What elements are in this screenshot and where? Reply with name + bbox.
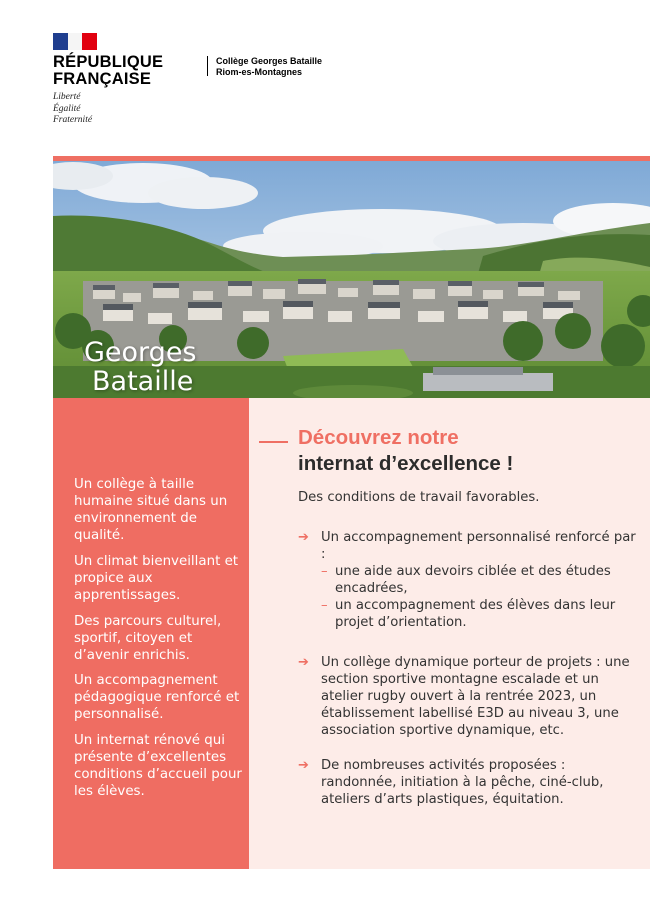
heading-line2: internat d’excellence !: [298, 452, 514, 475]
arrow-right-icon: ➔: [298, 758, 309, 773]
photo-title-line1: Georges: [84, 337, 197, 368]
bullet-text: De nombreuses activités proposées : randonnée, initiation à la pêche, ciné-club, ateliers d’arts plastiques, équitation.: [321, 758, 604, 807]
arrow-right-icon: ➔: [298, 655, 309, 670]
photo-title-line2: Bataille: [92, 366, 194, 397]
left-highlights: [74, 476, 242, 809]
highlight-paragraph: Un collège à taille humaine situé dans un environnement de qualité.: [74, 477, 228, 543]
bullet-item: [298, 529, 643, 631]
sub-list-item: – un accompagnement des élèves dans leur projet d’orientation.: [321, 598, 616, 630]
highlight-paragraph: Un climat bienveillant et propice aux apprentissages.: [74, 553, 239, 603]
photo-title: [84, 338, 197, 396]
intro-text: Des conditions de travail favorables.: [298, 490, 540, 505]
sub-list-item: – une aide aux devoirs ciblée et des études encadrées,: [321, 564, 611, 596]
dash-icon: –: [321, 564, 328, 579]
bullet-text: Un accompagnement personnalisé renforcé par :: [321, 530, 636, 562]
highlight-paragraph: Un internat rénové qui présente d’excellentes conditions d’accueil pour les élèves.: [74, 733, 242, 800]
section-heading: [298, 425, 513, 477]
bullet-item: [298, 654, 643, 739]
arrow-right-icon: ➔: [298, 530, 309, 545]
sub-list: [321, 563, 643, 631]
header-divider: [207, 56, 208, 76]
bullet-item: [298, 757, 643, 808]
dash-icon: –: [321, 598, 328, 613]
heading-accent-rule: [259, 441, 288, 443]
right-panel: [249, 398, 650, 869]
college-name: Collège Georges Bataille Riom-es-Montagnes: [216, 56, 323, 77]
republic-motto: Liberté Égalité Fraternité: [53, 92, 93, 125]
highlight-paragraph: Un accompagnement pédagogique renforcé et personnalisé.: [74, 673, 240, 723]
heading-line1: Découvrez notre: [298, 426, 459, 449]
republique-francaise-title: RÉPUBLIQUE FRANÇAISE: [53, 53, 164, 88]
highlight-paragraph: Des parcours culturel, sportif, citoyen et d’avenir enrichis.: [74, 613, 222, 663]
bullet-text: Un collège dynamique porteur de projets : une section sportive montagne escalade et un atelier rugby ouvert à la rentrée 2023, un établissement labellisé E3D au niveau 3, une association sportive dynamique, etc.: [321, 655, 630, 738]
marianne-flag-logo: [53, 33, 97, 50]
left-panel: [53, 398, 249, 869]
header: [0, 0, 650, 150]
